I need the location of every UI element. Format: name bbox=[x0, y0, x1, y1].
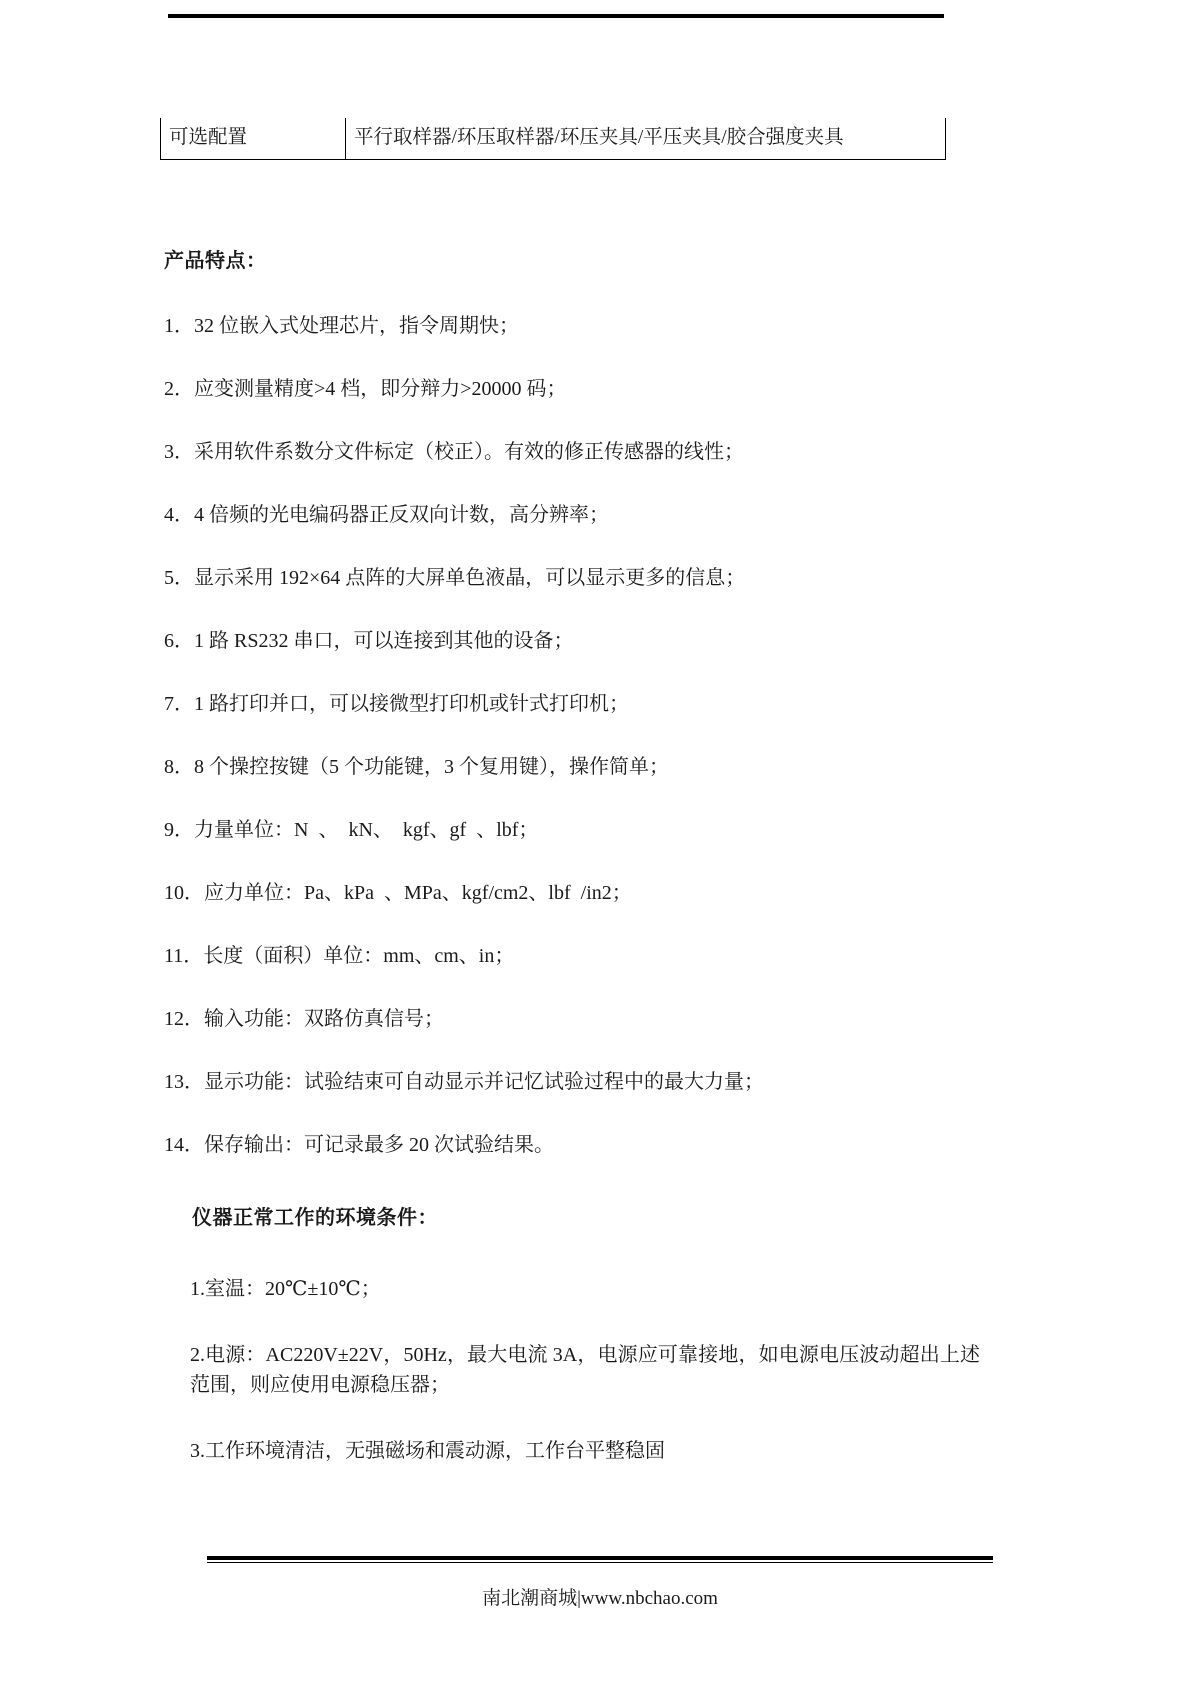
section-heading-environment-conditions: 仪器正常工作的环境条件： bbox=[192, 1205, 438, 1230]
list-item: 1．32 位嵌入式处理芯片，指令周期快； bbox=[164, 315, 519, 338]
header-rule bbox=[168, 14, 944, 18]
list-item: 1.室温：20℃±10℃； bbox=[190, 1278, 381, 1301]
list-item: 2．应变测量精度>4 档，即分辩力>20000 码； bbox=[164, 378, 567, 401]
section-environment-conditions bbox=[192, 1201, 960, 1230]
list-item: 7．1 路打印并口，可以接微型打印机或针式打印机； bbox=[164, 693, 629, 716]
list-item: 2.电源：AC220V±22V，50Hz，最大电流 3A，电源应可靠接地，如电源电压波动超出上述范围，则应使用电源稳压器； bbox=[190, 1344, 980, 1397]
environment-condition-list bbox=[160, 1274, 980, 1466]
footer-text: 南北潮商城|www.nbchao.com bbox=[482, 1588, 718, 1609]
header-rule-thin-line bbox=[168, 17, 944, 18]
footer-rule-thin-line bbox=[207, 1562, 993, 1563]
document-content bbox=[160, 118, 980, 1466]
footer-rule bbox=[207, 1556, 993, 1563]
list-item: 12．输入功能：双路仿真信号； bbox=[164, 1008, 444, 1031]
list-item: 9．力量单位：N 、 kN、 kgf、gf 、lbf； bbox=[164, 819, 539, 842]
list-item: 10．应力单位：Pa、kPa 、MPa、kgf/cm2、lbf /in2； bbox=[164, 882, 632, 905]
table-cell-label: 可选配置 bbox=[161, 118, 346, 160]
table-row bbox=[161, 118, 946, 160]
list-item: 3．采用软件系数分文件标定（校正）。有效的修正传感器的线性； bbox=[164, 441, 744, 464]
spec-table bbox=[160, 118, 946, 160]
section-heading-product-features: 产品特点： bbox=[164, 248, 267, 273]
list-item: 3.工作环境清洁，无强磁场和震动源，工作台平整稳固 bbox=[190, 1440, 665, 1463]
page-footer bbox=[0, 1556, 1200, 1610]
list-item: 6．1 路 RS232 串口，可以连接到其他的设备； bbox=[164, 630, 574, 653]
list-item: 11．长度（面积）单位：mm、cm、in； bbox=[164, 945, 515, 968]
product-feature-list bbox=[160, 313, 960, 1159]
list-item: 5．显示采用 192×64 点阵的大屏单色液晶，可以显示更多的信息； bbox=[164, 567, 746, 590]
list-item: 4．4 倍频的光电编码器正反双向计数，高分辨率； bbox=[164, 504, 609, 527]
list-item: 14．保存输出：可记录最多 20 次试验结果。 bbox=[164, 1134, 554, 1157]
spec-table-body bbox=[161, 118, 946, 160]
list-item: 8．8 个操控按键（5 个功能键，3 个复用键），操作简单； bbox=[164, 756, 669, 779]
table-cell-value: 平行取样器/环压取样器/环压夹具/平压夹具/胶合强度夹具 bbox=[346, 118, 946, 160]
list-item: 13．显示功能：试验结束可自动显示并记忆试验过程中的最大力量； bbox=[164, 1071, 764, 1094]
section-product-features bbox=[164, 244, 960, 273]
